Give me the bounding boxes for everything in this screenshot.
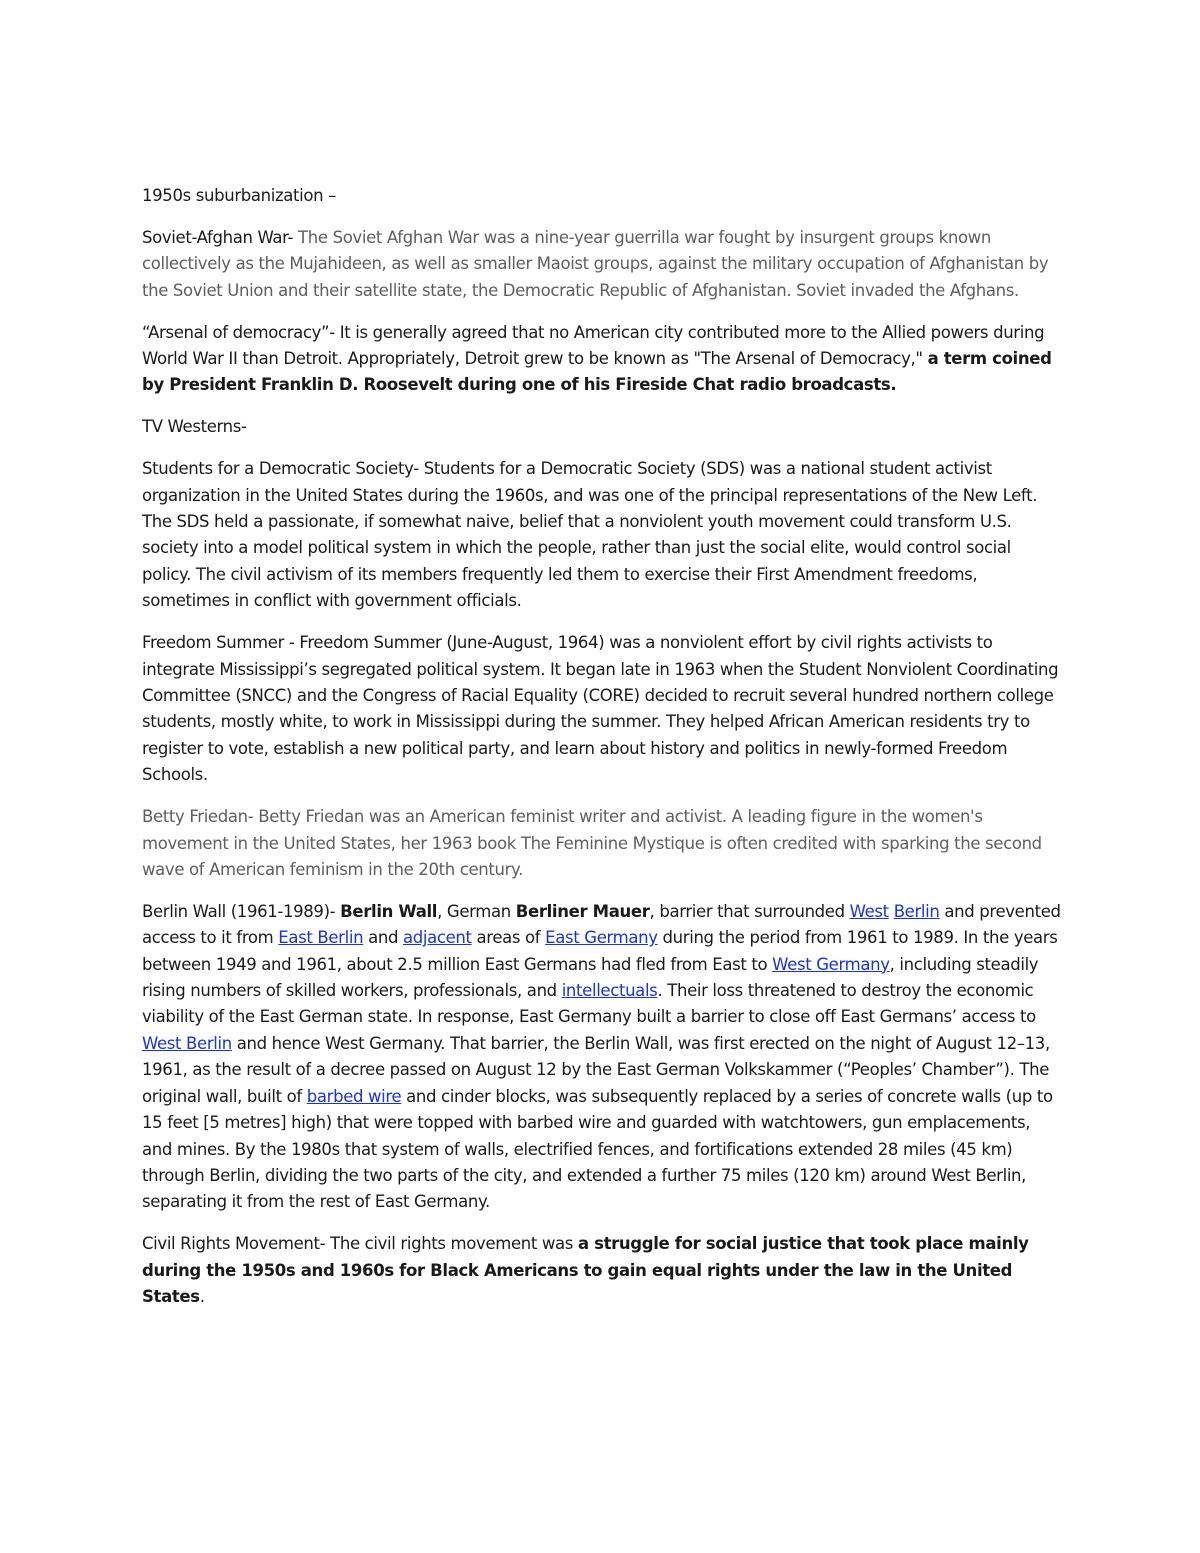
text-run: and prevented access to it from bbox=[142, 901, 1061, 948]
definition-bold-text: a struggle for social justice that took place mainly during the 1950s and 1960s for Black Americans to gain equal rights under the law in the United States bbox=[142, 1234, 1029, 1307]
term-label: Soviet-Afghan War- bbox=[142, 227, 294, 247]
term-label: Students for a Democratic Society- bbox=[142, 459, 419, 479]
term-label: TV Westerns- bbox=[142, 417, 247, 437]
text-run: during the period from 1961 to 1989. In the years between 1949 and 1961, about 2.5 million East Germans had fled from East to bbox=[142, 928, 1058, 974]
definition-bold-text: a term coined by President Franklin D. Roosevelt during one of his Fireside Chat radio broadcasts. bbox=[142, 349, 1052, 395]
text-run: . Their loss threatened to destroy the economic viability of the East German state. In response, East Germany built a barrier to close off East Germans’ access to bbox=[142, 981, 1036, 1027]
text-run: areas of bbox=[471, 928, 546, 948]
paragraph-sds bbox=[142, 456, 1062, 614]
paragraph-soviet-afghan-war bbox=[142, 225, 1062, 304]
link-west-berlin[interactable]: West Berlin bbox=[142, 1033, 232, 1053]
definition-text: It is generally agreed that no American city contributed more to the Allied powers during World War II than Detroit. Appropriately, Detroit grew to be known as "The Arsenal of Democracy," bbox=[142, 322, 1045, 369]
definition-text: The civil rights movement was bbox=[325, 1234, 578, 1254]
paragraph-civil-rights-movement bbox=[142, 1231, 1062, 1310]
text-run: , including steadily rising numbers of skilled workers, professionals, and bbox=[142, 954, 1039, 1001]
text-run: . bbox=[199, 1287, 205, 1307]
paragraph-freedom-summer bbox=[142, 630, 1062, 788]
bold-term: Berliner Mauer bbox=[515, 901, 650, 921]
link-west-germany[interactable]: West Germany bbox=[772, 954, 890, 974]
paragraph-berlin-wall bbox=[142, 899, 1062, 1216]
term-label: Berlin Wall (1961-1989)- bbox=[142, 901, 341, 921]
link-barbed-wire[interactable]: barbed wire bbox=[306, 1086, 402, 1106]
text-run: and hence West Germany. That barrier, the Berlin Wall, was first erected on the night of August 12–13, 1961, as the result of a decree passed on August 12 by the East German Volkskammer (“Peoples’ Chamber”). The original wall, built of bbox=[142, 1033, 1050, 1106]
text-run: and bbox=[363, 928, 403, 948]
term-label: Civil Rights Movement- bbox=[142, 1234, 326, 1254]
term-label: Freedom Summer - bbox=[142, 633, 300, 653]
paragraph-betty-friedan bbox=[142, 804, 1062, 883]
text-run: , barrier that surrounded bbox=[649, 901, 850, 921]
text-run: and cinder blocks, was subsequently replaced by a series of concrete walls (up to 15 feet [5 metres] high) that were topped with barbed wire and guarded with watchtowers, gun emplacements, and mines. By the 1980s that system of walls, electrified fences, and fortifications extended 28 miles (45 km) through Berlin, dividing the two parts of the city, and extended a further 75 miles (120 km) around West Berlin, separating it from the rest of East Germany. bbox=[142, 1086, 1053, 1212]
link-intellectuals[interactable]: intellectuals bbox=[561, 981, 658, 1001]
paragraph-arsenal-of-democracy bbox=[142, 320, 1062, 399]
paragraph-suburbanization bbox=[142, 183, 1062, 209]
link-east-germany[interactable]: East Germany bbox=[545, 928, 658, 948]
link-east-berlin[interactable]: East Berlin bbox=[278, 928, 364, 948]
term-label: “Arsenal of democracy”- bbox=[142, 322, 340, 342]
definition-text: Betty Friedan was an American feminist writer and activist. A leading figure in the women's movement in the United States, her 1963 book The Feminine Mystique is often credited with sparking the second wave of American feminism in the 20th century. bbox=[142, 807, 1042, 879]
document-page bbox=[142, 183, 1062, 1326]
link-west[interactable]: West bbox=[849, 901, 889, 921]
term-label: Betty Friedan- bbox=[142, 807, 254, 827]
link-adjacent[interactable]: adjacent bbox=[402, 928, 472, 948]
paragraph-tv-westerns bbox=[142, 414, 1062, 440]
term-label: 1950s suburbanization – bbox=[142, 186, 337, 205]
definition-text: Students for a Democratic Society (SDS) was a national student activist organization in the United States during the 1960s, and was one of the principal representations of the New Left. The SDS held a passionate, if somewhat naive, belief that a nonviolent youth movement could transform U.S. society into a model political system in which the people, rather than just the social elite, would control social policy. The civil activism of its members frequently led them to exercise their First Amendment freedoms, sometimes in conflict with government officials. bbox=[142, 459, 1038, 611]
text-run: , German bbox=[437, 901, 516, 921]
link-berlin[interactable]: Berlin bbox=[893, 901, 940, 921]
definition-text: Freedom Summer (June-August, 1964) was a nonviolent effort by civil rights activists to integrate Mississippi’s segregated political system. It began late in 1963 when the Student Nonviolent Coordinating Committee (SNCC) and the Congress of Racial Equality (CORE) decided to recruit several hundred northern college students, mostly white, to work in Mississippi during the summer. They helped African American residents try to register to vote, establish a new political party, and learn about history and politics in newly-formed Freedom Schools. bbox=[142, 633, 1059, 785]
definition-text: The Soviet Afghan War was a nine-year guerrilla war fought by insurgent groups known collectively as the Mujahideen, as well as smaller Maoist groups, against the military occupation of Afghanistan by the Soviet Union and their satellite state, the Democratic Republic of Afghanistan. Soviet invaded the Afghans. bbox=[142, 227, 1049, 300]
bold-term: Berlin Wall bbox=[340, 901, 438, 921]
